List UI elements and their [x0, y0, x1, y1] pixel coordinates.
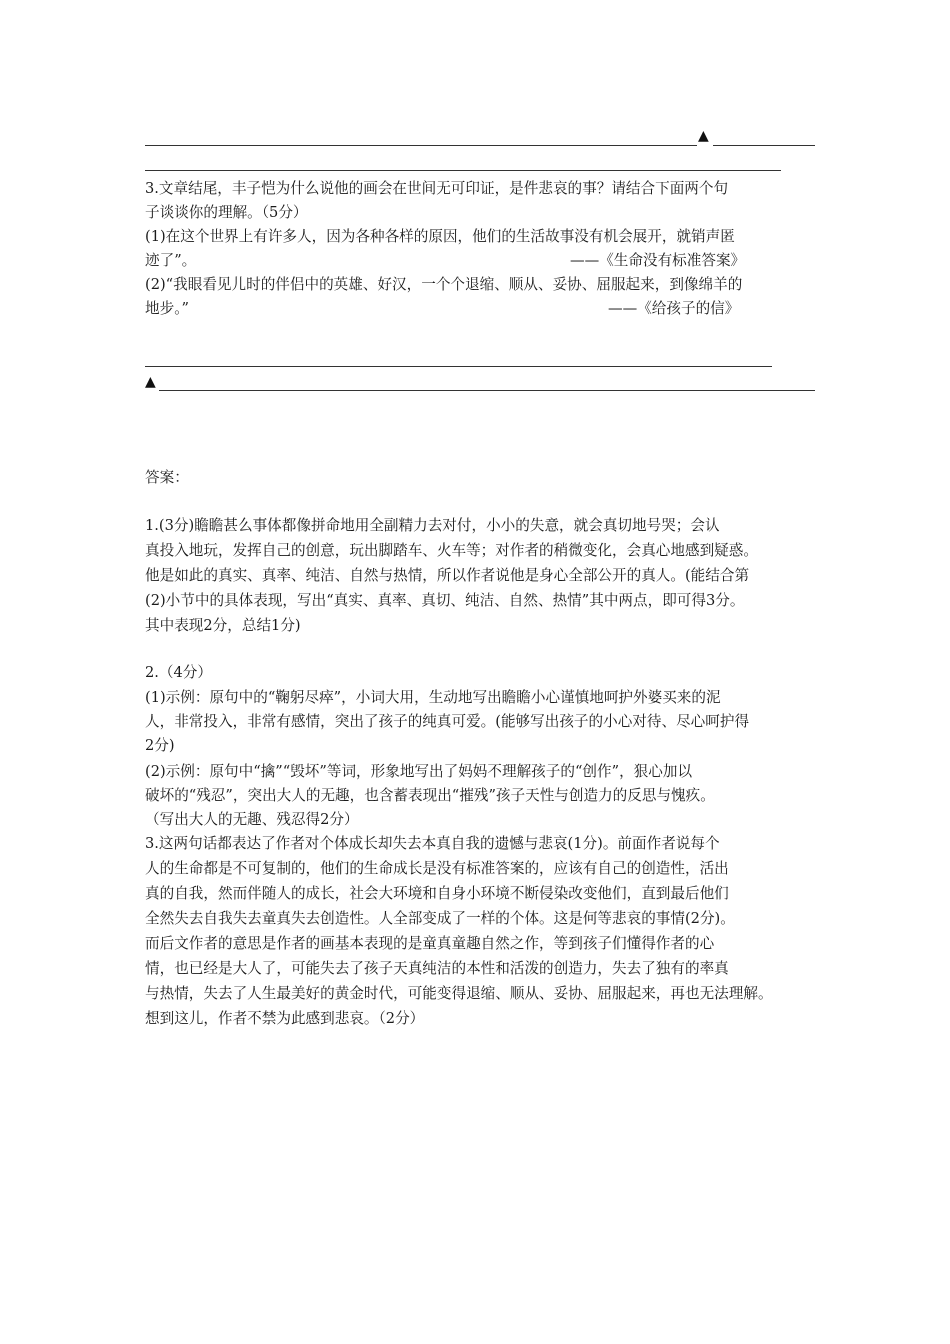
answer-line [145, 170, 781, 171]
answer-2-line: 破坏的“残忍”，突出大人的无趣，也含蓄表现出“摧残”孩子天性与创造力的反思与愧疚。 [145, 787, 715, 804]
answer-1-line: 其中表现2分，总结1分) [145, 617, 301, 634]
quote-2-line: 地步。” [145, 300, 189, 317]
answers-heading: 答案： [145, 469, 189, 486]
answer-3-line: 想到这儿，作者不禁为此感到悲哀。（2分） [145, 1010, 425, 1027]
answer-2-line: （写出大人的无趣、残忍得2分） [145, 811, 359, 828]
answer-1-line: 真投入地玩，发挥自己的创意，玩出脚踏车、火车等；对作者的稍微变化，会真心地感到疑惑。 [145, 542, 758, 559]
answer-3-line: 而后文作者的意思是作者的画基本表现的是童真童趣自然之作，等到孩子们懂得作者的心 [145, 935, 715, 952]
answer-line [145, 366, 772, 367]
answer-2-line: (2)示例：原句中“擒”“毁坏”等词，形象地写出了妈妈不理解孩子的“创作”，狠心加以 [145, 763, 693, 780]
answer-3-line: 人的生命都是不可复制的，他们的生命成长是没有标准答案的，应该有自己的创造性，活出 [145, 860, 729, 877]
answer-3-line: 全然失去自我失去童真失去创造性。人全部变成了一样的个体。这是何等悲哀的事情(2分)。 [145, 910, 735, 927]
quote-2-source: ——《给孩子的信》 [608, 300, 740, 317]
answer-3-line: 情，也已经是大人了，可能失去了孩子天真纯洁的本性和活泼的创造力，失去了独有的率真 [145, 960, 729, 977]
quote-1-line: (1)在这个世界上有许多人，因为各种各样的原因，他们的生活故事没有机会展开，就销声匿 [145, 228, 735, 245]
answer-line [145, 145, 697, 146]
answer-marker-triangle-icon: ▲ [698, 128, 709, 144]
answer-2-line: 2分) [145, 737, 175, 754]
answer-2-line: 2.（4分） [145, 664, 212, 681]
question-3-line: 3.文章结尾，丰子恺为什么说他的画会在世间无可印证，是件悲哀的事？请结合下面两个句 [145, 180, 729, 197]
quote-2-line: (2)“我眼看见儿时的伴侣中的英雄、好汉，一个个退缩、顺从、妥协、屈服起来，到像绵羊的 [145, 276, 743, 293]
answer-1-line: 他是如此的真实、真率、纯洁、自然与热情，所以作者说他是身心全部公开的真人。(能结合第 [145, 567, 750, 584]
answer-1-line: 1.(3分)瞻瞻甚么事体都像拼命地用全副精力去对付，小小的失意，就会真切地号哭；会认 [145, 517, 720, 534]
answer-2-line: 人，非常投入，非常有感情，突出了孩子的纯真可爱。(能够写出孩子的小心对待、尽心呵护得 [145, 713, 750, 730]
quote-1-source: ——《生命没有标准答案》 [570, 252, 746, 269]
answer-marker-triangle-icon: ▲ [145, 374, 156, 390]
question-3-line: 子谈谈你的理解。（5分） [145, 204, 308, 221]
answer-line [159, 390, 815, 391]
answer-1-line: (2)小节中的具体表现，写出“真实、真率、真切、纯洁、自然、热情”其中两点，即可得3分。 [145, 592, 745, 609]
answer-line [713, 145, 815, 146]
answer-3-line: 真的自我，然而伴随人的成长，社会大环境和自身小环境不断侵染改变他们，直到最后他们 [145, 885, 729, 902]
answer-2-line: (1)示例：原句中的“鞠躬尽瘁”，小词大用，生动地写出瞻瞻小心谨慎地呵护外婆买来的泥 [145, 689, 721, 706]
answer-3-line: 3.这两句话都表达了作者对个体成长却失去本真自我的遗憾与悲哀(1分)。前面作者说每个 [145, 835, 720, 852]
quote-1-line: 迹了”。 [145, 252, 197, 269]
answer-3-line: 与热情，失去了人生最美好的黄金时代，可能变得退缩、顺从、妥协、屈服起来，再也无法理解。 [145, 985, 773, 1002]
